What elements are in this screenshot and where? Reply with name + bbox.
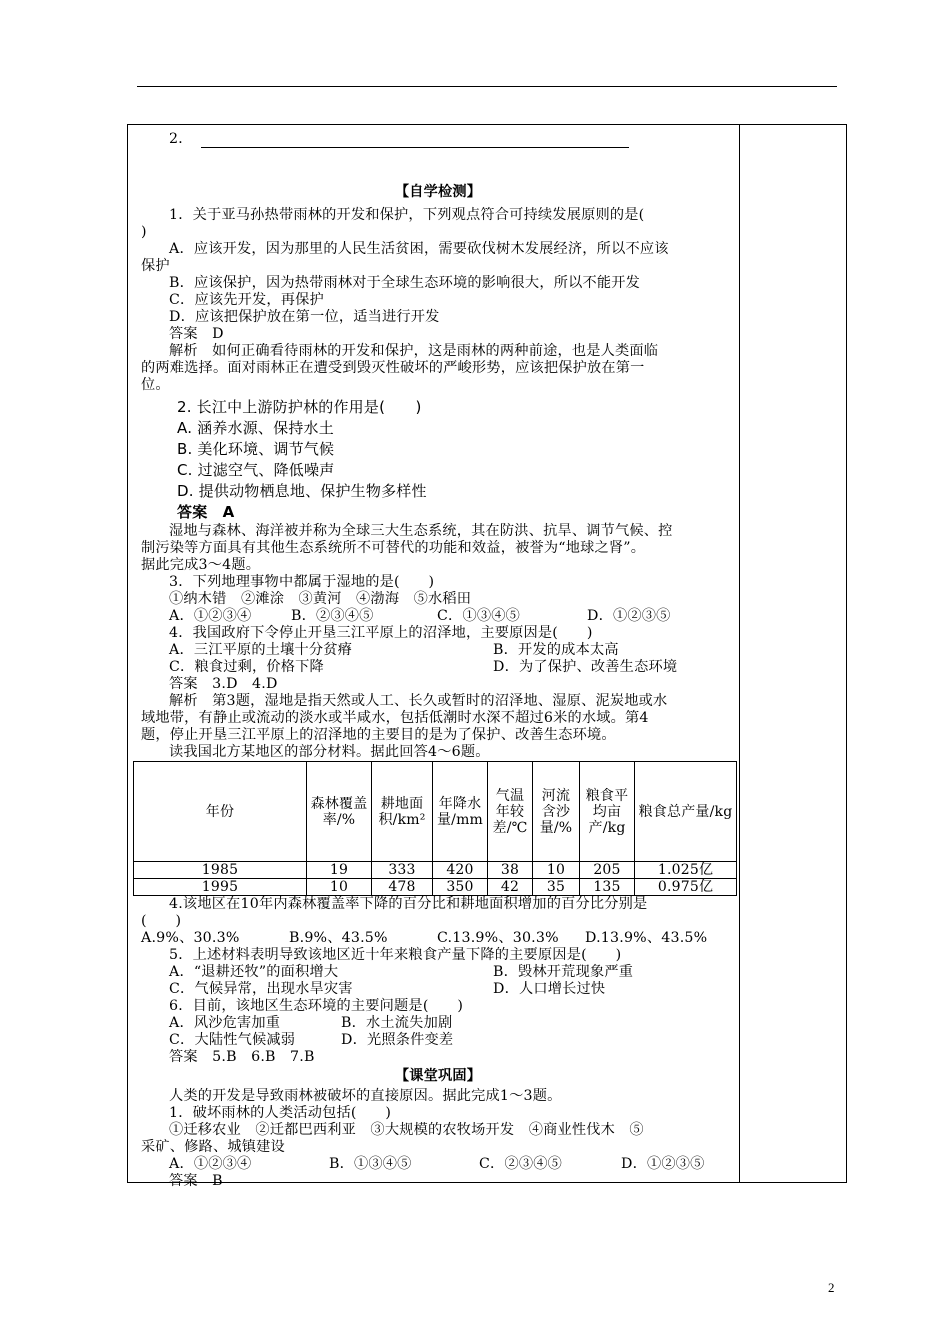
page-number: 2 (828, 1280, 835, 1295)
wetland-intro: 湿地与森林、海洋被并称为全球三大生态系统，其在防洪、抗旱、调节气候、控 制污染等方面具有其他生态系统所不可替代的功能和效益，被誉为“地球之肾”。 据此完成3～4题。 (141, 523, 673, 573)
options-row: A.9%、30.3% B.9%、43.5% C.13.9%、30.3% D.13.9%、43.5% (141, 930, 708, 946)
options-row: A．①②③④ B．②③④⑤ C．①③④⑤ D．①②③⑤ (169, 608, 671, 624)
table-header-row: 年份 森林覆盖率/% 耕地面积/km² 年降水量/mm 气温年较差/℃ 河流含沙量/% 粮食平均亩产/kg 粮食总产量/kg (134, 762, 737, 862)
options-row: A．①②③④ B．①③④⑤ C．②③④⑤ D．①②③⑤ (169, 1156, 705, 1172)
answer: 答案 5.B 6.B 7.B (169, 1049, 315, 1065)
side-column-divider (739, 124, 740, 1183)
answer: 答案 B (169, 1173, 223, 1189)
header-rule (137, 86, 837, 87)
consolidate-heading: 【课堂巩固】 (394, 1068, 482, 1084)
region-data-table (133, 761, 737, 896)
table-row: 1985 19 333 420 38 10 205 1.025亿 (134, 862, 737, 879)
answer: 答案 3.D 4.D (169, 676, 278, 692)
q2-fill-line: 2． (141, 131, 735, 148)
self-check-q5: 5．上述材料表明导致该地区近十年来粮食产量下降的主要原因是( ) A．“退耕还牧”的面积增大 B．毁林开荒现象严重 C．气候异常，出现水旱灾害 D．人口增长过快 (169, 947, 634, 997)
self-check-q4b: 4.该地区在10年内森林覆盖率下降的百分比和耕地面积增加的百分比分别是 ( ) A.9%、30.3% B.9%、43.5% C.13.9%、30.3% D.13.9%、43.5% (141, 896, 735, 947)
self-check-q4: 4．我国政府下令停止开垦三江平原上的沼泽地，主要原因是( ) A．三江平原的土壤十分贫瘠 B．开发的成本太高 C．粮食过剩，价格下降 D．为了保护、改善生态环境 答案 3.D 4.D 解析 第3题，湿地是指天然或人工、长久或暂时的沼泽地、湿原、泥炭地或水 域地带，有静止或流动的淡水或半咸水，包括低潮时水深不超过6米的水域。第4 题，停止开垦三江平原上的沼泽地的主要目的是为了保护、改善生态环境。 读我国北方某地区的部分材料。据此回答4～6题。 (141, 625, 735, 761)
self-check-q1: 1．关于亚马孙热带雨林的开发和保护，下列观点符合可持续发展原则的是( ) A．应该开发，因为那里的人民生活贫困，需要砍伐树木发展经济，所以不应该 保护 B．应该保护，因为热带雨林对于全球生态环境的影响很大，所以不能开发 C．应该先开发，再保护 D．应该把保护放在第一位，适当进行开发 答案 D 解析 如何正确看待雨林的开发和保护，这是雨林的两种前途，也是人类面临 的两难选择。面对雨林正在遭受到毁灭性破坏的严峻形势，应该把保护放在第一 位。 (141, 207, 735, 394)
table-row: 1995 10 478 350 42 35 135 0.975亿 (134, 879, 737, 896)
self-check-q2: 2. 长江中上游防护林的作用是( ) A. 涵养水源、保持水土 B. 美化环境、调节气候 C. 过滤空气、降低噪声 D. 提供动物栖息地、保护生物多样性 答案 A (141, 397, 735, 523)
self-check-q3: 3．下列地理事物中都属于湿地的是( ) ①纳木错 ②滩涂 ③黄河 ④渤海 ⑤水稻田 A．①②③④ B．②③④⑤ C．①③④⑤ D．①②③⑤ (141, 574, 735, 625)
self-check-q6: 6．目前，该地区生态环境的主要问题是( ) A．风沙危害加重 B．水土流失加剧 C．大陆性气候减弱 D．光照条件变差 答案 5.B 6.B 7.B (141, 998, 735, 1066)
answer-blank (201, 134, 629, 148)
consolidate-q1: 人类的开发是导致雨林被破坏的直接原因。据此完成1～3题。 1．破坏雨林的人类活动包括( ) ①迁移农业 ②迁都巴西利亚 ③大规模的农牧场开发 ④商业性伐木 ⑤ 采矿、修路、城镇建设 A．①②③④ B．①③④⑤ C．②③④⑤ D．①②③⑤ 答案 B (141, 1088, 735, 1190)
analysis: 解析 第3题，湿地是指天然或人工、长久或暂时的沼泽地、湿原、泥炭地或水 (169, 693, 668, 709)
self-check-heading: 【自学检测】 (394, 184, 482, 200)
answer: 答案 D (169, 326, 224, 342)
analysis: 解析 如何正确看待雨林的开发和保护，这是雨林的两种前途，也是人类面临 (169, 343, 659, 359)
answer: 答案 A (177, 503, 235, 521)
worksheet-content (141, 128, 735, 1190)
